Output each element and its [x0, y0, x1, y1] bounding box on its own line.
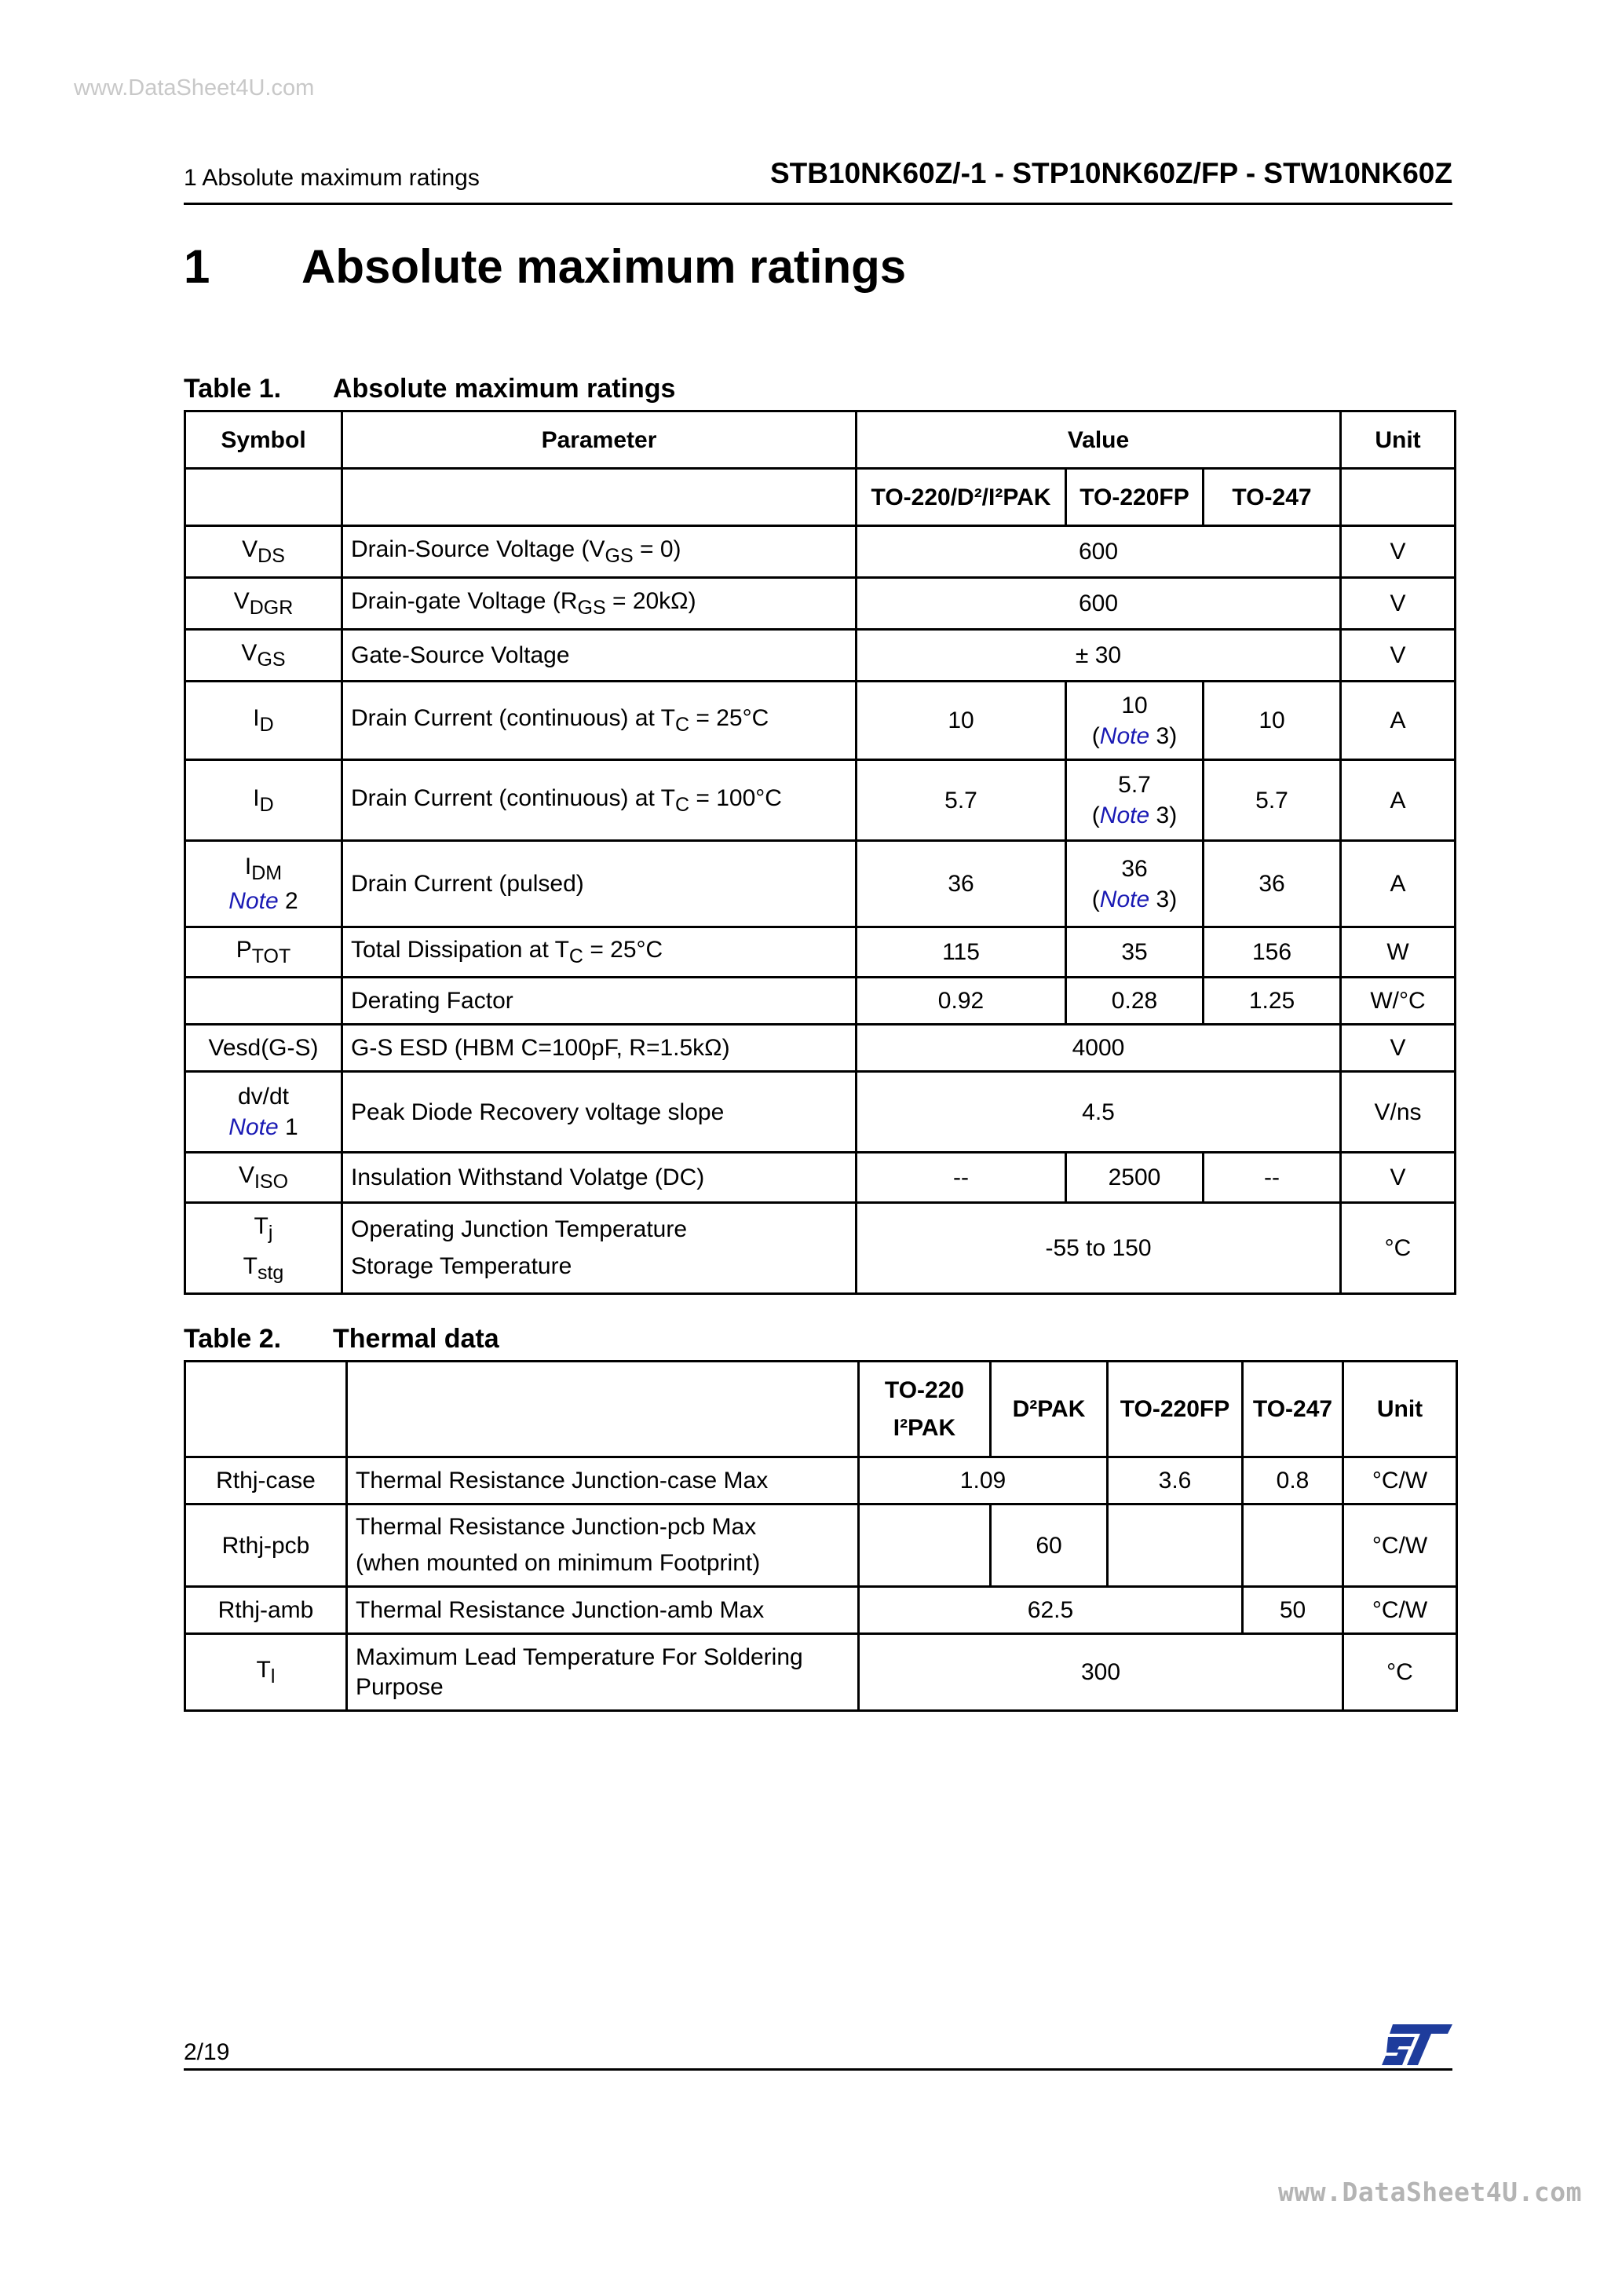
parameter-cell: Thermal Resistance Junction-pcb Max (when mounted on minimum Footprint) — [347, 1504, 859, 1587]
value-cell: 36 (Note 3) — [1066, 841, 1204, 927]
value-cell: 50 — [1243, 1587, 1343, 1634]
header-cell — [347, 1362, 859, 1457]
value-cell: 3.6 — [1108, 1457, 1243, 1504]
parameter-cell: Insulation Withstand Volatge (DC) — [342, 1153, 857, 1203]
table-row — [185, 526, 1456, 578]
watermark-top: www.DataSheet4U.com — [74, 75, 315, 101]
parameter-cell: Maximum Lead Temperature For Soldering Purpose — [347, 1634, 859, 1711]
parameter-cell: G-S ESD (HBM C=100pF, R=1.5kΩ) — [342, 1025, 857, 1072]
value-cell: 115 — [857, 927, 1066, 978]
header-cell: TO-220FP — [1066, 469, 1204, 526]
header-cell: Symbol — [185, 411, 342, 469]
header-cell: TO-220FP — [1108, 1362, 1243, 1457]
value-cell: 35 — [1066, 927, 1204, 978]
symbol-cell: $T_l$ — [185, 1634, 347, 1711]
symbol-cell: $V_{GS}$ — [185, 630, 342, 682]
unit-cell: °C — [1343, 1634, 1457, 1711]
unit-cell: °C/W — [1343, 1587, 1457, 1634]
table-row — [185, 469, 1456, 526]
value-cell: -- — [1204, 1153, 1341, 1203]
table-row — [185, 1504, 1457, 1587]
value-cell: -- — [857, 1153, 1066, 1203]
parameter-cell: Operating Junction Temperature Storage Temperature — [342, 1203, 857, 1294]
parameter-cell: Drain Current (continuous) at $T_C = 100^\circ C$ — [342, 760, 857, 841]
note-link[interactable]: Note — [1099, 722, 1150, 749]
unit-cell: V — [1341, 630, 1456, 682]
value-cell: 4000 — [857, 1025, 1341, 1072]
table-row — [185, 760, 1456, 841]
value-cell: 1.25 — [1204, 978, 1341, 1025]
value-cell — [1108, 1504, 1243, 1587]
symbol-cell: $I_D$ — [185, 760, 342, 841]
header-cell: TO-220 I²PAK — [859, 1362, 991, 1457]
value-cell: -55 to 150 — [857, 1203, 1341, 1294]
unit-cell: V — [1341, 526, 1456, 578]
symbol-cell: $I_D$ — [185, 682, 342, 760]
value-cell: 36 — [857, 841, 1066, 927]
value-cell: 600 — [857, 578, 1341, 630]
parameter-cell: Thermal Resistance Junction-case Max — [347, 1457, 859, 1504]
parameter-cell: Drain-gate Voltage $(R_{GS} = 20k\Omega)$ — [342, 578, 857, 630]
value-cell: 300 — [859, 1634, 1343, 1711]
note-link[interactable]: Note — [1099, 803, 1150, 828]
header-cell: D²PAK — [991, 1362, 1108, 1457]
parameter-cell: Drain Current (continuous) at $T_C = 25^\circ C$ — [342, 682, 857, 760]
header-cell — [185, 1362, 347, 1457]
unit-cell: W/°C — [1341, 978, 1456, 1025]
note-link[interactable]: Note — [228, 1114, 279, 1140]
value-cell: ± 30 — [857, 630, 1341, 682]
table-cell — [1341, 469, 1456, 526]
value-cell: 0.28 — [1066, 978, 1204, 1025]
table-row — [185, 978, 1456, 1025]
symbol-cell: Vesd(G-S) — [185, 1025, 342, 1072]
section-title: Absolute maximum ratings — [301, 240, 907, 293]
table-row — [185, 1025, 1456, 1072]
symbol-cell: $I_{DM}$ Note 2 — [185, 841, 342, 927]
unit-cell: °C — [1341, 1203, 1456, 1294]
value-cell: 1.09 — [859, 1457, 1108, 1504]
table2-caption — [184, 1324, 499, 1355]
value-cell — [859, 1504, 991, 1587]
running-header-section: 1 Absolute maximum ratings — [184, 165, 480, 191]
unit-cell: W — [1341, 927, 1456, 978]
symbol-cell: Rthj-pcb — [185, 1504, 347, 1587]
unit-cell: V/ns — [1341, 1072, 1456, 1153]
footer-rule — [184, 2068, 1452, 2071]
value-cell — [1243, 1504, 1343, 1587]
header-cell: Value — [857, 411, 1341, 469]
value-cell: 10 — [1204, 682, 1341, 760]
unit-cell: °C/W — [1343, 1457, 1457, 1504]
note-link[interactable]: Note — [228, 888, 279, 915]
table-row — [185, 1072, 1456, 1153]
symbol-cell: $V_{ISO}$ — [185, 1153, 342, 1203]
header-cell: TO-247 — [1204, 469, 1341, 526]
unit-cell: V — [1341, 1153, 1456, 1203]
symbol-cell: $P_{TOT}$ — [185, 927, 342, 978]
parameter-cell: Drain Current (pulsed) — [342, 841, 857, 927]
table1-caption — [184, 374, 675, 404]
table-row — [185, 1457, 1457, 1504]
absolute-max-ratings-table — [184, 410, 1456, 1295]
unit-cell: A — [1341, 841, 1456, 927]
table-row — [185, 927, 1456, 978]
value-cell: 60 — [991, 1504, 1108, 1587]
value-cell: 4.5 — [857, 1072, 1341, 1153]
symbol-cell — [185, 978, 342, 1025]
value-cell: 10 (Note 3) — [1066, 682, 1204, 760]
table-row — [185, 1362, 1457, 1457]
value-cell: 36 — [1204, 841, 1341, 927]
table2-caption-title: Thermal data — [333, 1324, 499, 1354]
table-row — [185, 1203, 1456, 1294]
unit-cell: A — [1341, 682, 1456, 760]
section-heading — [184, 239, 906, 294]
value-cell: 156 — [1204, 927, 1341, 978]
table-row — [185, 841, 1456, 927]
unit-cell: °C/W — [1343, 1504, 1457, 1587]
table-cell — [185, 469, 342, 526]
value-cell: 10 — [857, 682, 1066, 760]
table-cell — [342, 469, 857, 526]
parameter-cell: Total Dissipation at $T_C = 25^\circ C$ — [342, 927, 857, 978]
parameter-cell: Thermal Resistance Junction-amb Max — [347, 1587, 859, 1634]
value-cell: 0.92 — [857, 978, 1066, 1025]
unit-cell: V — [1341, 578, 1456, 630]
header-cell: Parameter — [342, 411, 857, 469]
header-cell: Unit — [1343, 1362, 1457, 1457]
table1-caption-title: Absolute maximum ratings — [333, 374, 676, 404]
header-rule — [184, 203, 1452, 205]
unit-cell: A — [1341, 760, 1456, 841]
header-cell: Unit — [1341, 411, 1456, 469]
parameter-cell: Derating Factor — [342, 978, 857, 1025]
table-row — [185, 1634, 1457, 1711]
section-number: 1 — [184, 240, 210, 293]
table2-caption-label: Table 2. — [184, 1324, 282, 1354]
table1-caption-label: Table 1. — [184, 374, 282, 404]
value-cell: 62.5 — [859, 1587, 1243, 1634]
value-cell: 5.7 (Note 3) — [1066, 760, 1204, 841]
unit-cell: V — [1341, 1025, 1456, 1072]
symbol-cell: Rthj-case — [185, 1457, 347, 1504]
table-row — [185, 1587, 1457, 1634]
st-logo-icon — [1382, 2024, 1452, 2065]
note-link[interactable]: Note — [1099, 886, 1150, 912]
value-cell: 600 — [857, 526, 1341, 578]
parameter-cell: Peak Diode Recovery voltage slope — [342, 1072, 857, 1153]
table-row — [185, 682, 1456, 760]
value-cell: 2500 — [1066, 1153, 1204, 1203]
value-cell: 5.7 — [857, 760, 1066, 841]
symbol-cell: dv/dt Note 1 — [185, 1072, 342, 1153]
thermal-data-table — [184, 1360, 1458, 1712]
running-header-title: STB10NK60Z/-1 - STP10NK60Z/FP - STW10NK60Z — [769, 157, 1452, 189]
value-cell: 5.7 — [1204, 760, 1341, 841]
table-row — [185, 1153, 1456, 1203]
symbol-cell: $V_{DGR}$ — [185, 578, 342, 630]
header-cell: TO-220/D²/I²PAK — [857, 469, 1066, 526]
header-cell: TO-247 — [1243, 1362, 1343, 1457]
parameter-cell: Gate-Source Voltage — [342, 630, 857, 682]
watermark-bottom: www.DataSheet4U.com — [1278, 2177, 1582, 2207]
value-cell: 0.8 — [1243, 1457, 1343, 1504]
symbol-cell: $T_j$ $T_{stg}$ — [185, 1203, 342, 1294]
parameter-cell: Drain-Source Voltage $(V_{GS} = 0)$ — [342, 526, 857, 578]
table-row — [185, 630, 1456, 682]
table-row — [185, 411, 1456, 469]
table-row — [185, 578, 1456, 630]
symbol-cell: Rthj-amb — [185, 1587, 347, 1634]
page-number: 2/19 — [184, 2039, 230, 2065]
symbol-cell: $V_{DS}$ — [185, 526, 342, 578]
